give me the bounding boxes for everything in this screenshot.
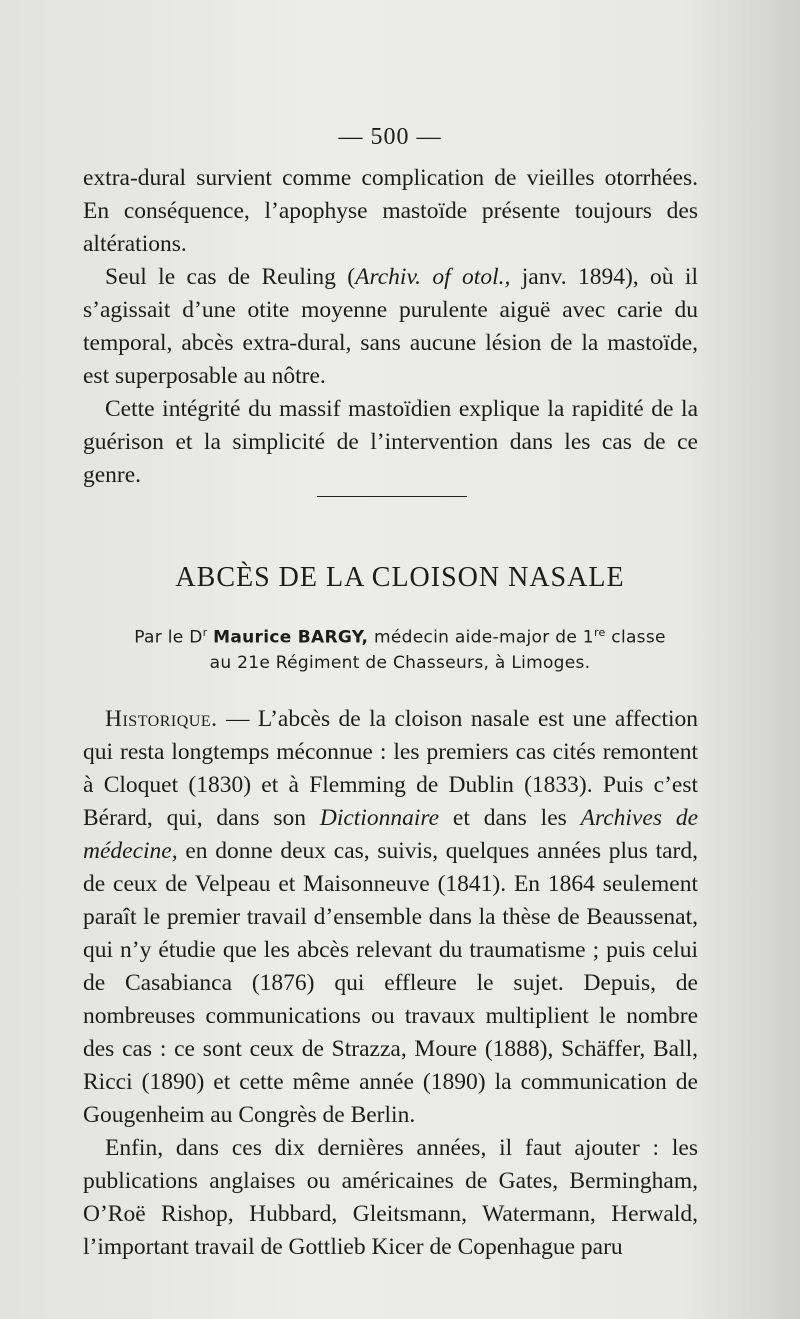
- author-name: Maurice BARGY,: [213, 627, 369, 648]
- paragraph-extradural: extra-dural survient comme complication de vieilles otorrhées. En conséquence, l’apophyse mastoïde présente toujours des altérations.: [83, 165, 698, 257]
- reuling-text-before: Seul le cas de Reuling (: [105, 264, 356, 290]
- historique-label: Historique.: [105, 706, 218, 732]
- historique-text-3: en donne deux cas, suivis, quelques années plus tard, de ceux de Velpeau et Maisonneuve (1841). En 1864 seulement paraît le premier travail d’ensemble dans la thèse de Beaussenat, qui n’y étudie que les abcès relevant du traumatisme ; puis celui de Casabianca (1876) qui effleure le sujet. Depuis, de nombreuses communications ou travaux multiplient le nombre des cas : ce sont ceux de Strazza, Moure (1888), Schäffer, Ball, Ricci (1890) et cette même année (1890) la communication de Gougenheim au Congrès de Berlin.: [83, 838, 698, 1128]
- page-number: — 500 —: [338, 124, 442, 150]
- article-byline: [0, 620, 800, 676]
- byline-line-1: [0, 620, 800, 651]
- historique-text-1: — L’abcès de la cloison nasale est une affection qui resta longtemps méconnue : les premiers cas cités remontent à Cloquet (1830) et à Flemming de Dublin (1833). Puis c’est Bérard, qui, dans son: [83, 706, 698, 831]
- paragraph-enfin: Enfin, dans ces dix dernières années, il faut ajouter : les publications anglaises ou américaines de Gates, Bermingham, O’Roë Rishop, Hubbard, Gleitsmann, Watermann, Herwald, l’important travail de Gottlieb Kicer de Copenhague paru: [83, 1135, 698, 1260]
- byline-sup: r: [202, 626, 208, 639]
- journal-citation: Archiv. of otol.,: [355, 264, 511, 290]
- archives-title: Archives de médecine,: [83, 805, 698, 864]
- paragraph-integrity: Cette intégrité du massif mastoïdien explique la rapidité de la guérison et la simplicité de l’intervention dans les cas de ce genre.: [83, 396, 698, 488]
- byline-prefix: Par le D: [134, 627, 203, 648]
- byline-end: classe: [605, 627, 666, 648]
- intro-text-block: [83, 162, 698, 492]
- paragraph-historique: [83, 703, 698, 1132]
- body-text-block: [83, 703, 698, 1264]
- reuling-text-after: janv. 1894), où il s’agissait d’une otite moyenne purulente aiguë avec carie du temporal, abcès extra-dural, sans aucune lésion de la mastoïde, est superposable au nôtre.: [83, 264, 698, 389]
- historique-text-2: et dans les: [439, 805, 581, 831]
- section-divider: [317, 496, 467, 497]
- article-title: ABCÈS DE LA CLOISON NASALE: [175, 562, 625, 593]
- dictionnaire-title: Dictionnaire: [319, 805, 440, 831]
- byline-line-2: au 21e Régiment de Chasseurs, à Limoges.: [209, 652, 591, 673]
- byline-sup2: re: [593, 626, 606, 639]
- paragraph-reuling: [83, 261, 698, 393]
- byline-mid: médecin aide-major de 1: [368, 627, 594, 648]
